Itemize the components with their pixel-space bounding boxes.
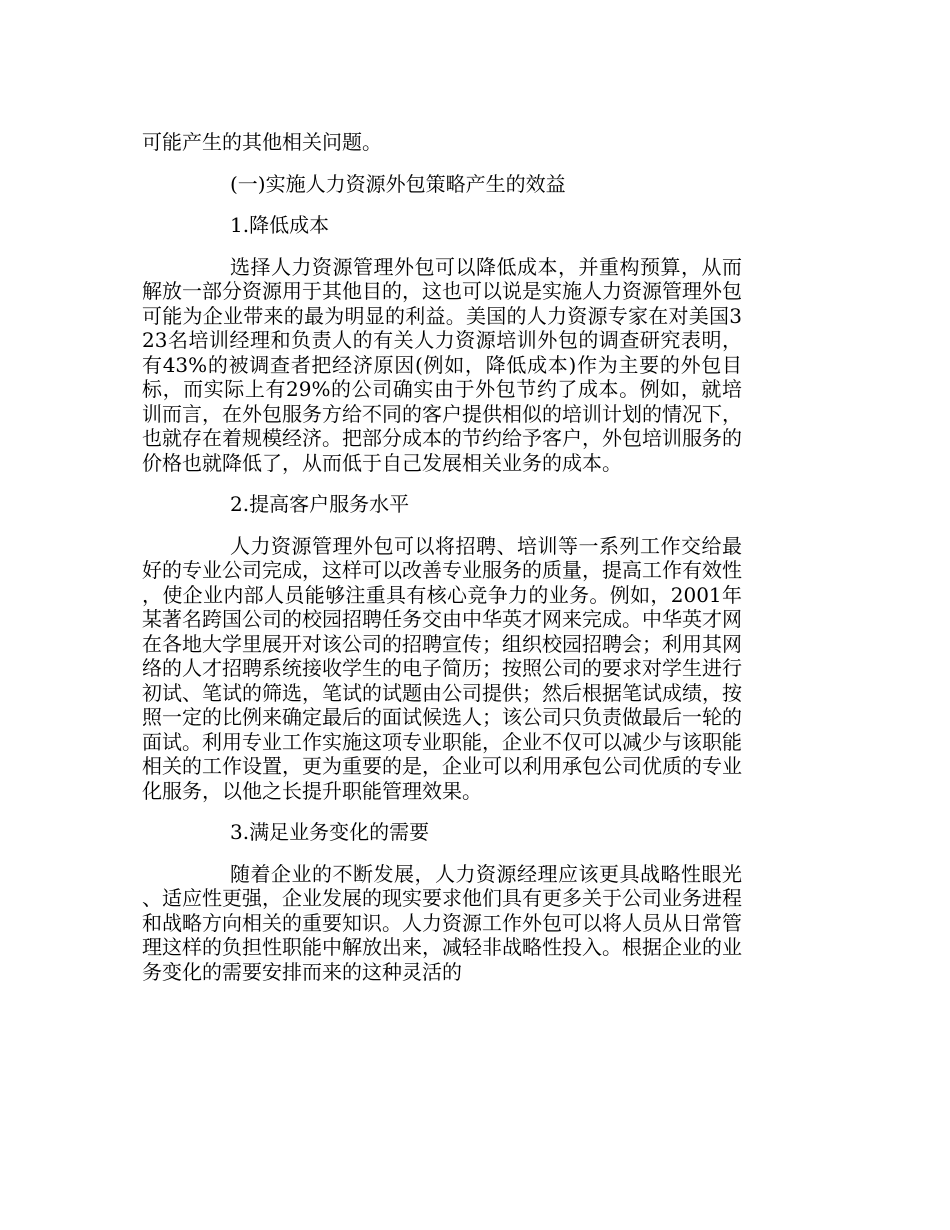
document-body (142, 130, 742, 1001)
item3-body: 随着企业的不断发展，人力资源经理应该更具战略性眼光、适应性更强，企业发展的现实要求他们具有更多关于公司业务进程和战略方向相关的重要知识。人力资源工作外包可以将人员从日常管理这样的负担性职能中解放出来，减轻非战略性投入。根据企业的业务变化的需要安排而来的这种灵活的 (142, 861, 742, 984)
item3-heading: 3.满足业务变化的需要 (230, 820, 430, 844)
intro-paragraph-tail: 可能产生的其他相关问题。 (142, 130, 382, 154)
section-heading: (一)实施人力资源外包策略产生的效益 (230, 171, 566, 196)
item2-body: 人力资源管理外包可以将招聘、培训等一系列工作交给最好的专业公司完成，这样可以改善专业服务的质量，提高工作有效性，使企业内部人员能够注重具有核心竞争力的业务。例如，2001年某著名跨国公司的校园招聘任务交由中华英才网来完成。中华英才网在各地大学里展开对该公司的招聘宣传；组织校园招聘会；利用其网络的人才招聘系统接收学生的电子简历；按照公司的要求对学生进行初试、笔试的筛选，笔试的试题由公司提供；然后根据笔试成绩，按照一定的比例来确定最后的面试候选人；该公司只负责做最后一轮的面试。利用专业工作实施这项专业职能，企业不仅可以减少与该职能相关的工作设置，更为重要的是，企业可以利用承包公司优质的专业化服务，以他之长提升职能管理效果。 (142, 533, 742, 803)
item2-heading: 2.提高客户服务水平 (230, 492, 410, 516)
item1-heading: 1.降低成本 (230, 213, 330, 237)
item1-body: 选择人力资源管理外包可以降低成本，并重构预算，从而解放一部分资源用于其他目的，这也可以说是实施人力资源管理外包可能为企业带来的最为明显的利益。美国的人力资源专家在对美国323名培训经理和负责人的有关人力资源培训外包的调查研究表明，有43%的被调查者把经济原因(例如，降低成本)作为主要的外包目标，而实际上有29%的公司确实由于外包节约了成本。例如，就培训而言，在外包服务方给不同的客户提供相似的培训计划的情况下，也就存在着规模经济。把部分成本的节约给予客户，外包培训服务的价格也就降低了，从而低于自己发展相关业务的成本。 (142, 254, 742, 475)
